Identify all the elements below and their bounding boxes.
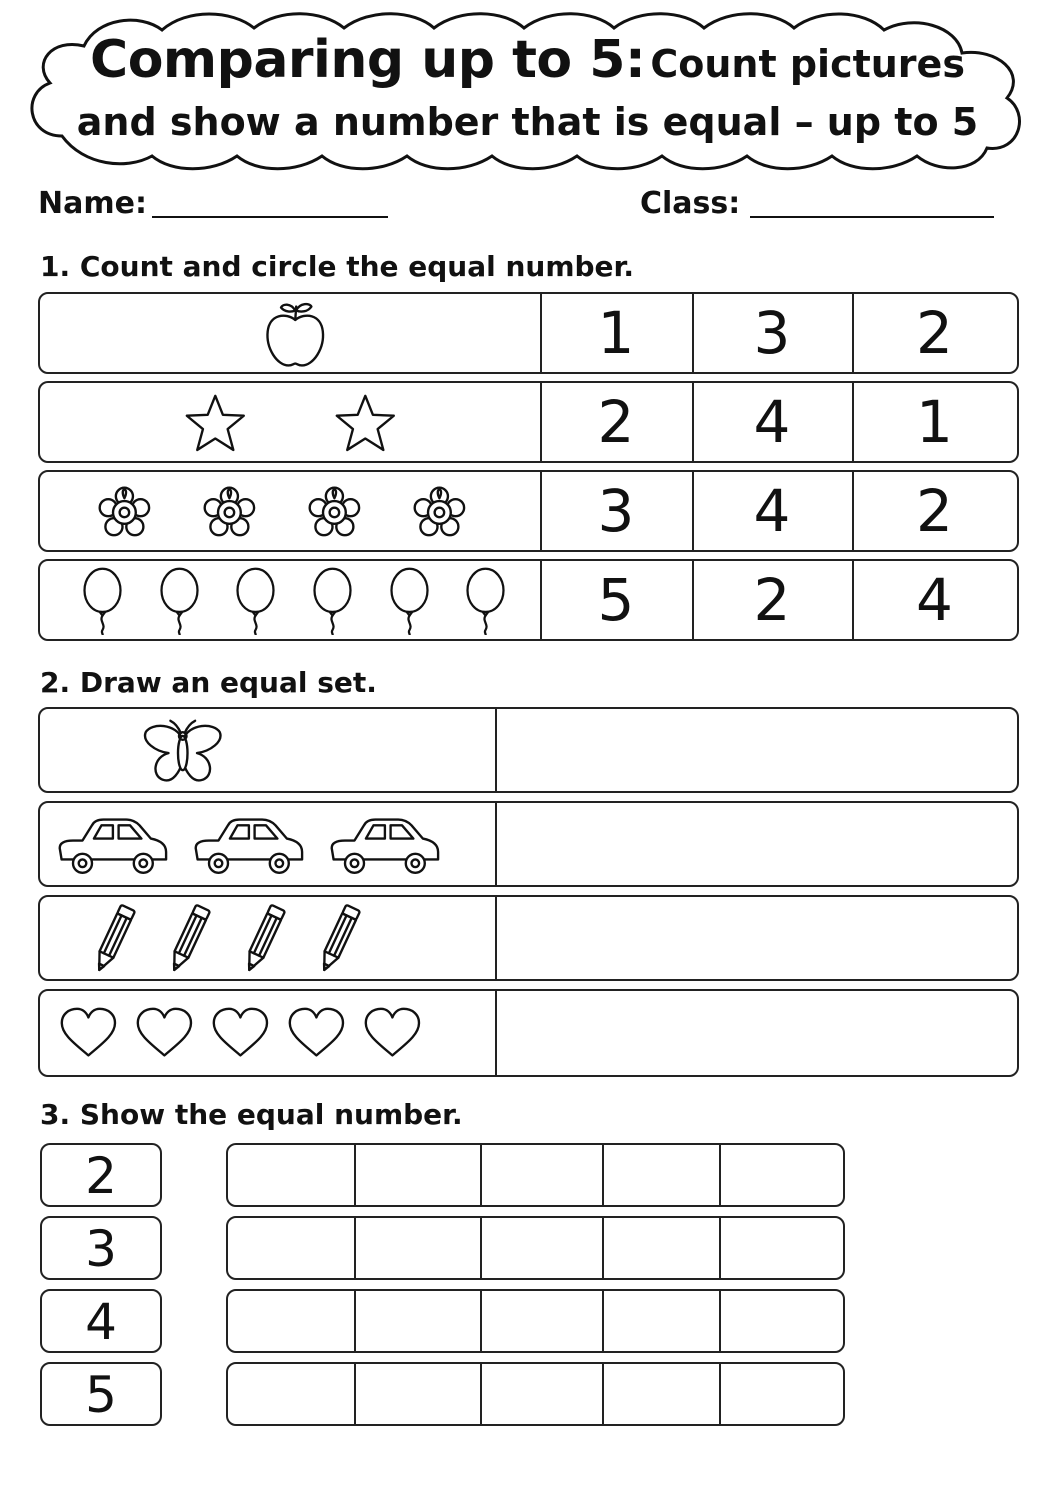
heart-icon — [362, 1006, 423, 1059]
frame-cell[interactable] — [602, 1291, 604, 1351]
drawing-area[interactable] — [497, 991, 1017, 1075]
flower-icon — [409, 483, 470, 542]
frame-cell[interactable] — [480, 1291, 482, 1351]
title-main: Comparing up to 5: — [90, 30, 646, 90]
number-option[interactable]: 4 — [753, 388, 791, 456]
section1-row — [38, 292, 1019, 374]
number-option[interactable]: 1 — [916, 388, 953, 456]
number-option[interactable]: 5 — [597, 566, 635, 634]
balloon-icon — [233, 567, 278, 635]
frame-cell[interactable] — [354, 1364, 356, 1424]
title-subtitle-part1: Count pictures — [650, 42, 965, 86]
frame-cell[interactable] — [719, 1218, 721, 1278]
section2-row — [38, 895, 1019, 981]
section1-row — [38, 381, 1019, 463]
apple-icon — [262, 299, 329, 369]
pencil-icon — [164, 901, 213, 977]
frame-cell[interactable] — [480, 1145, 482, 1205]
number-option[interactable]: 3 — [597, 477, 635, 545]
frame-cell[interactable] — [602, 1364, 604, 1424]
heart-icon — [134, 1006, 195, 1059]
number-card: 4 — [40, 1289, 162, 1353]
frame-cell[interactable] — [602, 1145, 604, 1205]
section1-title: 1. Count and circle the equal number. — [40, 250, 635, 283]
balloon-icon — [387, 567, 432, 635]
section3-title: 3. Show the equal number. — [40, 1098, 463, 1131]
butterfly-icon — [140, 717, 226, 785]
title-subtitle-part2: and show a number that is equal – up to 5 — [76, 100, 979, 144]
balloon-icon — [463, 567, 508, 635]
number-card: 5 — [40, 1362, 162, 1426]
number-option[interactable]: 4 — [916, 566, 953, 634]
pencil-icon — [89, 901, 138, 977]
frame-cell[interactable] — [719, 1145, 721, 1205]
class-label: Class: — [640, 186, 741, 221]
drawing-area[interactable] — [497, 897, 1017, 979]
class-field[interactable] — [750, 216, 994, 218]
star-icon — [183, 392, 248, 455]
car-icon — [326, 812, 442, 879]
heart-icon — [58, 1006, 119, 1059]
section1-row — [38, 470, 1019, 552]
name-field[interactable] — [152, 216, 388, 218]
frame-cell[interactable] — [719, 1291, 721, 1351]
number-option[interactable]: 3 — [753, 299, 791, 367]
number-option[interactable]: 2 — [753, 566, 791, 634]
frame-cell[interactable] — [354, 1291, 356, 1351]
balloon-icon — [157, 567, 202, 635]
flower-icon — [199, 483, 260, 542]
five-frame — [226, 1362, 845, 1426]
section2-row — [38, 989, 1019, 1077]
car-icon — [54, 812, 170, 879]
drawing-area[interactable] — [497, 803, 1017, 885]
frame-cell[interactable] — [354, 1218, 356, 1278]
number-card: 3 — [40, 1216, 162, 1280]
name-label: Name: — [38, 186, 147, 221]
five-frame — [226, 1216, 845, 1280]
number-option[interactable]: 2 — [597, 388, 635, 456]
number-option[interactable]: 2 — [916, 299, 953, 367]
flower-icon — [304, 483, 365, 542]
frame-cell[interactable] — [480, 1218, 482, 1278]
section1-row — [38, 559, 1019, 641]
section2-row — [38, 707, 1019, 793]
drawing-area[interactable] — [497, 709, 1017, 791]
frame-cell[interactable] — [602, 1218, 604, 1278]
number-card: 2 — [40, 1143, 162, 1207]
number-option[interactable]: 1 — [597, 299, 635, 367]
frame-cell[interactable] — [480, 1364, 482, 1424]
pencil-icon — [314, 901, 363, 977]
five-frame — [226, 1143, 845, 1207]
pencil-icon — [239, 901, 288, 977]
frame-cell[interactable] — [719, 1364, 721, 1424]
car-icon — [190, 812, 306, 879]
number-option[interactable]: 2 — [916, 477, 953, 545]
heart-icon — [210, 1006, 271, 1059]
five-frame — [226, 1289, 845, 1353]
page-title — [0, 30, 1055, 90]
section2-row — [38, 801, 1019, 887]
star-icon — [333, 392, 398, 455]
heart-icon — [286, 1006, 347, 1059]
flower-icon — [94, 483, 155, 542]
section2-title: 2. Draw an equal set. — [40, 666, 377, 699]
frame-cell[interactable] — [354, 1145, 356, 1205]
number-option[interactable]: 4 — [753, 477, 791, 545]
balloon-icon — [310, 567, 355, 635]
balloon-icon — [80, 567, 125, 635]
